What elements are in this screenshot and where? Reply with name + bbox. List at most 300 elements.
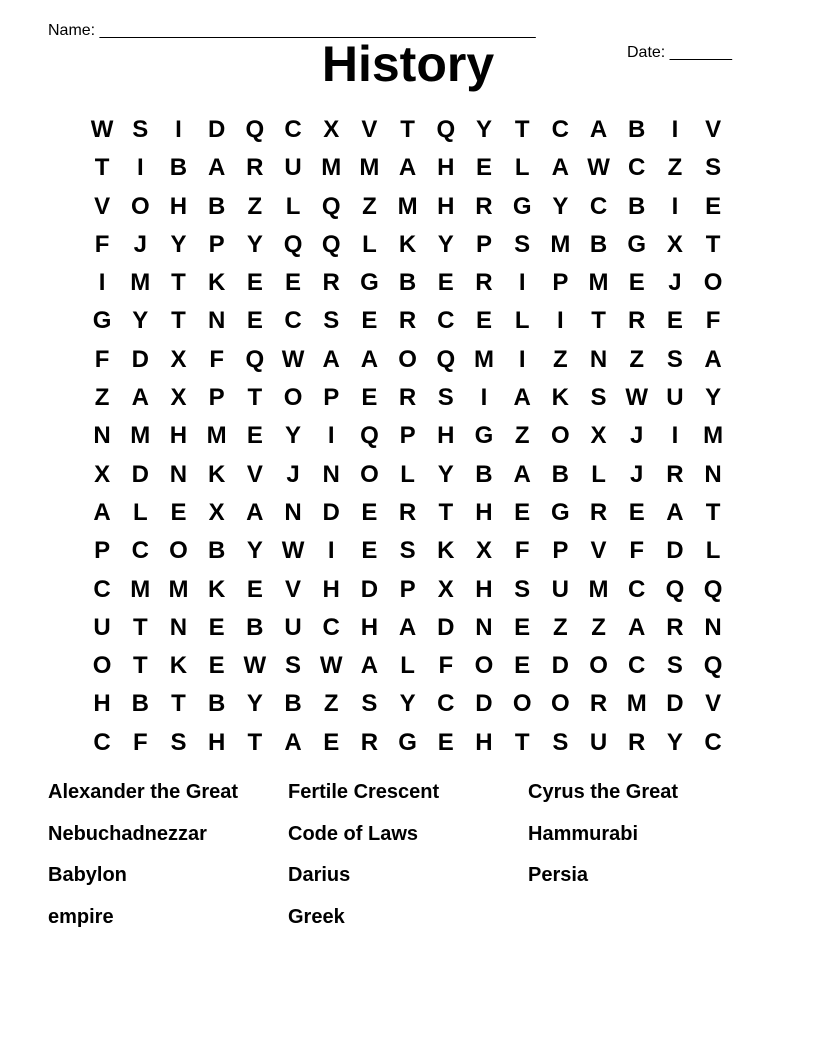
word-list-item: Persia — [528, 864, 589, 886]
grid-letter: X — [590, 422, 607, 450]
grid-letter: X — [208, 498, 225, 526]
grid-letter: A — [93, 498, 111, 526]
grid-letter: Y — [399, 690, 416, 718]
grid-letter: C — [284, 116, 302, 143]
grid-letter: K — [207, 269, 226, 297]
grid-letter: Y — [705, 384, 722, 412]
name-field-label: Name: _________________________________________________ — [48, 22, 536, 39]
grid-letter: E — [246, 307, 263, 335]
grid-letter: O — [130, 192, 150, 220]
grid-letter: M — [130, 422, 151, 450]
grid-letter: Y — [246, 230, 263, 258]
grid-letter: H — [169, 422, 188, 450]
grid-letter: T — [171, 269, 186, 297]
grid-letter: I — [98, 269, 106, 297]
grid-letter: P — [208, 384, 225, 412]
grid-letter: A — [360, 652, 379, 680]
grid-letter: T — [94, 154, 110, 182]
grid-letter: K — [551, 384, 570, 412]
grid-letter: O — [512, 690, 532, 718]
grid-letter: C — [93, 575, 111, 603]
grid-letter: G — [92, 307, 112, 335]
grid-letter: X — [170, 345, 187, 373]
grid-letter: J — [286, 460, 300, 488]
grid-letter: T — [247, 728, 263, 756]
grid-letter: B — [207, 690, 226, 718]
grid-letter: L — [705, 537, 721, 565]
grid-letter: B — [589, 230, 608, 258]
grid-letter: X — [437, 575, 454, 603]
grid-letter: P — [323, 384, 340, 412]
grid-letter: H — [169, 192, 188, 220]
grid-letter: K — [169, 652, 188, 680]
grid-letter: O — [92, 652, 112, 680]
grid-letter: T — [400, 116, 415, 143]
grid-letter: D — [131, 460, 149, 488]
grid-letter: B — [246, 613, 264, 641]
grid-letter: F — [209, 345, 224, 373]
grid-letter: M — [397, 192, 418, 220]
grid-letter: Q — [321, 192, 341, 220]
grid-letter: B — [131, 690, 149, 718]
grid-letter: P — [399, 422, 416, 450]
grid-letter: G — [627, 230, 647, 258]
grid-letter: T — [132, 652, 148, 680]
grid-letter: S — [437, 384, 454, 412]
grid-letter: Q — [436, 116, 456, 143]
grid-letter: W — [281, 345, 305, 373]
grid-letter: M — [130, 269, 151, 297]
grid-letter: R — [246, 154, 264, 182]
grid-letter: R — [475, 269, 493, 297]
grid-letter: R — [589, 498, 608, 526]
grid-letter: T — [705, 498, 721, 526]
grid-letter: Y — [132, 307, 149, 335]
grid-letter: N — [589, 345, 608, 373]
grid-letter: N — [93, 422, 111, 450]
grid-letter: H — [437, 154, 455, 182]
grid-letter: V — [361, 116, 378, 143]
grid-letter: Z — [553, 613, 568, 641]
grid-letter: G — [360, 269, 379, 297]
grid-letter: L — [285, 192, 301, 220]
grid-letter: S — [666, 345, 683, 373]
grid-letter: N — [704, 613, 722, 641]
grid-letter: K — [437, 537, 455, 565]
grid-letter: P — [552, 269, 569, 297]
grid-letter: F — [132, 728, 148, 756]
grid-letter: J — [668, 269, 682, 297]
grid-letter: L — [591, 460, 606, 488]
grid-letter: B — [628, 192, 646, 220]
grid-letter: C — [551, 116, 570, 143]
grid-letter: T — [591, 307, 606, 335]
grid-letter: K — [207, 575, 226, 603]
grid-letter: E — [666, 307, 683, 335]
grid-letter: O — [474, 652, 494, 680]
grid-letter: C — [628, 575, 646, 603]
grid-letter: H — [437, 422, 455, 450]
header-line — [48, 0, 748, 61]
grid-letter: M — [626, 690, 647, 718]
grid-letter: B — [398, 269, 417, 297]
grid-letter: L — [132, 498, 148, 526]
grid-letter: I — [480, 384, 488, 412]
grid-letter: H — [475, 498, 493, 526]
date-field-label: Date: _______ — [627, 44, 732, 61]
grid-letter: E — [208, 652, 225, 680]
grid-letter: O — [551, 422, 570, 450]
grid-letter: V — [705, 690, 722, 718]
grid-letter: I — [671, 422, 679, 450]
grid-letter: W — [281, 537, 305, 565]
grid-letter: A — [589, 116, 608, 143]
grid-letter: U — [666, 384, 684, 412]
grid-letter: C — [589, 192, 608, 220]
grid-letter: X — [170, 384, 187, 412]
grid-letter: U — [589, 728, 608, 756]
grid-letter: R — [666, 460, 684, 488]
grid-letter: E — [475, 154, 492, 182]
grid-letter: H — [322, 575, 340, 603]
grid-letter: E — [475, 307, 492, 335]
grid-letter: N — [169, 460, 188, 488]
grid-letter: Y — [285, 422, 302, 450]
grid-letter: E — [246, 269, 263, 297]
grid-letter: S — [399, 537, 416, 565]
grid-letter: Z — [667, 154, 683, 182]
grid-letter: S — [514, 230, 531, 258]
grid-letter: M — [550, 230, 571, 258]
grid-letter: I — [518, 269, 526, 297]
grid-letter: P — [94, 537, 111, 565]
grid-letter: P — [552, 537, 569, 565]
grid-letter: R — [589, 690, 608, 718]
grid-letter: D — [437, 613, 455, 641]
grid-letter: L — [362, 230, 377, 258]
grid-letter: Z — [362, 192, 377, 220]
grid-letter: M — [168, 575, 189, 603]
grid-letter: S — [361, 690, 378, 718]
grid-letter: Y — [666, 728, 683, 756]
grid-letter: E — [628, 498, 645, 526]
grid-letter: U — [284, 154, 302, 182]
grid-letter: B — [628, 116, 646, 143]
word-list-item: Darius — [288, 864, 351, 886]
grid-letter: D — [666, 537, 684, 565]
grid-letter: U — [551, 575, 570, 603]
grid-letter: Y — [170, 230, 187, 258]
grid-letter: G — [398, 728, 417, 756]
grid-letter: C — [93, 728, 111, 756]
grid-letter: B — [551, 460, 570, 488]
grid-letter: P — [399, 575, 416, 603]
grid-letter: Q — [436, 345, 456, 373]
grid-letter: C — [704, 728, 722, 756]
grid-letter: X — [94, 460, 111, 488]
grid-letter: F — [94, 345, 110, 373]
grid-letter: O — [360, 460, 379, 488]
grid-letter: Q — [321, 230, 341, 258]
grid-letter: Y — [437, 460, 454, 488]
grid-letter: I — [671, 192, 679, 220]
grid-letter: X — [666, 230, 683, 258]
grid-letter: H — [437, 192, 455, 220]
grid-letter: A — [513, 460, 531, 488]
grid-letter: U — [284, 613, 302, 641]
grid-letter: Z — [247, 192, 263, 220]
grid-letter: B — [169, 154, 188, 182]
grid-letter: W — [625, 384, 649, 412]
grid-letter: Q — [283, 230, 303, 258]
grid-letter: A — [704, 345, 722, 373]
grid-letter: J — [630, 422, 644, 450]
grid-letter: S — [552, 728, 569, 756]
page-title: History — [321, 36, 495, 92]
grid-letter: Y — [437, 230, 454, 258]
grid-letter: E — [170, 498, 187, 526]
grid-letter: N — [475, 613, 493, 641]
grid-letter: V — [285, 575, 302, 603]
grid-letter: R — [398, 498, 417, 526]
grid-letter: E — [246, 422, 263, 450]
grid-letter: E — [323, 728, 340, 756]
grid-letter: M — [206, 422, 227, 450]
grid-letter: W — [243, 652, 267, 680]
grid-letter: F — [629, 537, 645, 565]
grid-letter: B — [207, 192, 226, 220]
grid-letter: V — [246, 460, 263, 488]
grid-letter: H — [360, 613, 379, 641]
grid-letter: L — [514, 154, 530, 182]
grid-letter: A — [398, 154, 417, 182]
grid-letter: D — [207, 116, 226, 143]
grid-letter: Z — [323, 690, 339, 718]
grid-letter: F — [94, 230, 110, 258]
grid-letter: W — [587, 154, 610, 182]
grid-letter: O — [551, 690, 570, 718]
grid-letter: R — [628, 728, 646, 756]
grid-letter: T — [438, 498, 454, 526]
grid-letter: Q — [245, 345, 265, 373]
grid-letter: E — [437, 728, 454, 756]
grid-letter: D — [666, 690, 684, 718]
grid-letter: B — [284, 690, 302, 718]
grid-letter: B — [207, 537, 226, 565]
grid-letter: S — [170, 728, 187, 756]
grid-letter: C — [131, 537, 149, 565]
grid-letter: T — [132, 613, 148, 641]
grid-letter: C — [437, 690, 455, 718]
word-list-item: Hammurabi — [528, 822, 639, 845]
grid-letter: S — [514, 575, 531, 603]
grid-letter: D — [322, 498, 340, 526]
grid-letter: M — [130, 575, 151, 603]
grid-letter: Q — [703, 575, 723, 603]
grid-letter: Y — [552, 192, 569, 220]
grid-letter: V — [590, 537, 607, 565]
grid-letter: C — [284, 307, 302, 335]
grid-letter: A — [207, 154, 226, 182]
grid-letter: S — [666, 652, 683, 680]
grid-letter: H — [475, 575, 493, 603]
word-list-item: Code of Laws — [288, 822, 419, 845]
grid-letter: Z — [94, 384, 110, 412]
grid-letter: M — [473, 345, 494, 373]
grid-letter: I — [518, 345, 526, 373]
grid-letter: R — [360, 728, 379, 756]
grid-letter: T — [514, 116, 530, 143]
grid-letter: E — [361, 384, 378, 412]
grid-letter: A — [284, 728, 302, 756]
grid-letter: R — [398, 307, 417, 335]
grid-letter: H — [207, 728, 226, 756]
grid-letter: Q — [245, 116, 265, 143]
grid-letter: E — [437, 269, 454, 297]
grid-letter: O — [589, 652, 608, 680]
grid-letter: E — [361, 537, 378, 565]
grid-letter: Z — [514, 422, 530, 450]
grid-letter: S — [132, 116, 149, 143]
grid-letter: A — [398, 613, 417, 641]
grid-letter: I — [671, 116, 679, 143]
grid-letter: I — [327, 537, 335, 565]
grid-letter: D — [360, 575, 379, 603]
grid-letter: Q — [360, 422, 379, 450]
grid-letter: N — [284, 498, 302, 526]
grid-letter: G — [474, 422, 494, 450]
grid-letter: E — [705, 192, 722, 220]
grid-letter: A — [360, 345, 379, 373]
grid-letter: X — [475, 537, 492, 565]
grid-letter: L — [514, 307, 530, 335]
grid-letter: M — [588, 575, 609, 603]
word-list-item: Alexander the Great — [48, 781, 239, 803]
grid-letter: A — [666, 498, 684, 526]
grid-letter: O — [703, 269, 723, 297]
grid-letter: W — [319, 652, 343, 680]
grid-letter: Z — [591, 613, 606, 641]
grid-letter: A — [131, 384, 149, 412]
grid-letter: Q — [665, 575, 685, 603]
word-list-item: Nebuchadnezzar — [48, 822, 207, 845]
grid-letter: S — [705, 154, 722, 182]
grid-letter: Z — [629, 345, 645, 373]
grid-letter: A — [513, 384, 531, 412]
grid-letter: L — [400, 460, 415, 488]
word-list-item: empire — [48, 905, 114, 928]
grid-letter: M — [359, 154, 380, 182]
grid-letter: D — [551, 652, 570, 680]
grid-letter: E — [361, 307, 378, 335]
grid-letter: L — [400, 652, 415, 680]
grid-letter: H — [93, 690, 111, 718]
grid-letter: P — [208, 230, 225, 258]
grid-letter: Q — [703, 652, 723, 680]
grid-letter: N — [207, 307, 226, 335]
grid-letter: N — [704, 460, 722, 488]
grid-letter: W — [90, 116, 114, 143]
grid-letter: T — [514, 728, 530, 756]
grid-letter: R — [628, 307, 646, 335]
grid-letter: V — [94, 192, 111, 220]
grid-letter: G — [512, 192, 532, 220]
grid-letter: E — [361, 498, 378, 526]
grid-letter: S — [323, 307, 340, 335]
grid-letter: T — [171, 690, 186, 718]
grid-letter: R — [398, 384, 417, 412]
grid-letter: Z — [553, 345, 568, 373]
word-list — [48, 778, 768, 944]
grid-letter: I — [136, 154, 144, 182]
grid-letter: K — [398, 230, 417, 258]
grid-letter: C — [437, 307, 455, 335]
grid-letter: H — [475, 728, 493, 756]
word-list-item: Babylon — [48, 864, 127, 886]
grid-letter: R — [322, 269, 340, 297]
grid-letter: K — [207, 460, 226, 488]
grid-letter: E — [514, 613, 531, 641]
grid-letter: T — [247, 384, 263, 412]
grid-letter: O — [169, 537, 188, 565]
grid-letter: C — [628, 652, 646, 680]
grid-letter: M — [703, 422, 724, 450]
grid-letter: F — [705, 307, 721, 335]
word-list-item: Greek — [288, 905, 345, 928]
grid-letter: S — [285, 652, 302, 680]
grid-letter: D — [475, 690, 493, 718]
grid-letter: D — [131, 345, 149, 373]
grid-letter: T — [705, 230, 721, 258]
grid-letter: A — [246, 498, 264, 526]
grid-letter: G — [551, 498, 570, 526]
grid-letter: Y — [475, 116, 492, 143]
grid-letter: R — [666, 613, 684, 641]
grid-letter: O — [398, 345, 417, 373]
grid-letter: S — [590, 384, 607, 412]
grid-letter: C — [628, 154, 646, 182]
word-search-grid — [83, 111, 732, 762]
grid-letter: N — [322, 460, 340, 488]
grid-letter: E — [514, 652, 531, 680]
grid-letter: N — [169, 613, 188, 641]
grid-letter: A — [322, 345, 340, 373]
grid-letter: I — [175, 116, 182, 143]
grid-letter: I — [557, 307, 564, 335]
word-list-item: Cyrus the Great — [528, 781, 679, 803]
grid-letter: C — [322, 613, 340, 641]
grid-letter: P — [475, 230, 492, 258]
grid-letter: V — [705, 116, 722, 143]
grid-letter: M — [321, 154, 342, 182]
grid-letter: E — [514, 498, 531, 526]
grid-letter: O — [283, 384, 303, 412]
grid-letter: E — [285, 269, 302, 297]
grid-letter: Y — [246, 537, 263, 565]
grid-letter: T — [171, 307, 186, 335]
grid-letter: F — [438, 652, 454, 680]
grid-letter: A — [628, 613, 646, 641]
grid-letter: A — [551, 154, 570, 182]
word-list-item: Fertile Crescent — [288, 781, 440, 803]
grid-letter: X — [323, 116, 340, 143]
grid-letter: Y — [246, 690, 263, 718]
grid-letter: E — [208, 613, 225, 641]
grid-letter: M — [588, 269, 609, 297]
grid-letter: F — [514, 537, 530, 565]
grid-letter: E — [246, 575, 263, 603]
grid-letter: B — [475, 460, 493, 488]
